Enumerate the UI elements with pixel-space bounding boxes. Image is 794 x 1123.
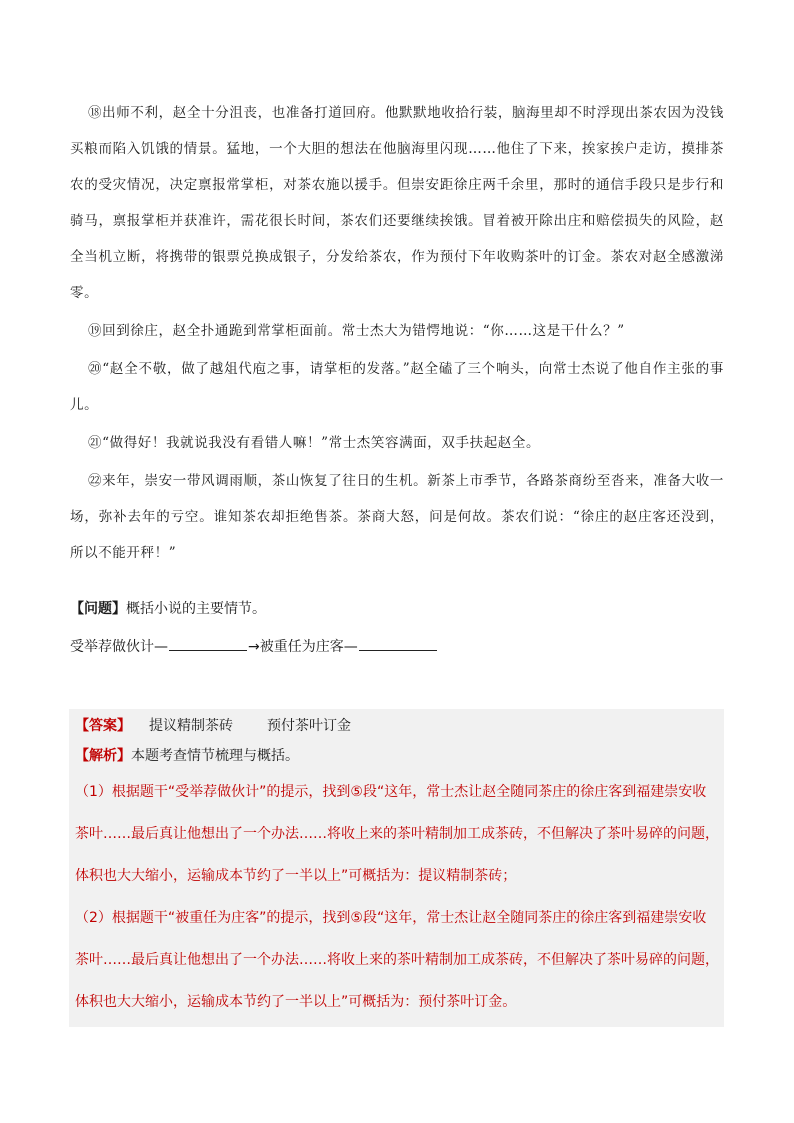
answer-blank-1[interactable] bbox=[169, 637, 247, 651]
paragraph-21: ㉑“做得好！我就说我没有看错人嘛！”常士杰笑容满面，双手扶起赵全。 bbox=[88, 435, 541, 451]
question-line bbox=[70, 598, 266, 620]
answer-panel bbox=[69, 709, 724, 1027]
chain-start: 受举荐做伙计 bbox=[70, 639, 154, 655]
paragraph-19: ⑲回到徐庄，赵全扑通跪到常掌柜面前。常士杰大为错愕地说：“你……这是干什么？” bbox=[88, 323, 625, 339]
answer-row bbox=[75, 715, 351, 737]
paragraph-20: ⑳“赵全不敬，做了越俎代庖之事，请掌柜的发落。”赵全磕了三个响头，向常士杰说了他自作主张的事儿。 bbox=[70, 361, 724, 413]
analysis-body bbox=[75, 771, 720, 1023]
plot-chain bbox=[70, 636, 438, 658]
question-tag: 【问题】 bbox=[70, 601, 126, 617]
chain-dash-1: — bbox=[154, 639, 168, 655]
answer-tag: 【答案】 bbox=[75, 718, 131, 734]
answer-blank-2[interactable] bbox=[359, 637, 437, 651]
chain-arrow-1: → bbox=[248, 639, 260, 655]
analysis-intro: 本题考查情节梳理与概括。 bbox=[131, 748, 299, 764]
answer-item-1: 提议精制茶砖 bbox=[149, 718, 233, 734]
paragraph-18: ⑱出师不利，赵全十分沮丧，也准备打道回府。他默默地收拾行装，脑海里却不时浮现出茶农因为没钱买粮而陷入饥饿的情景。猛地，一个大胆的想法在他脑海里闪现……他住了下来，挨家挨户走访，摸排茶农的受灾情况，决定禀报常掌柜，对茶农施以援手。但崇安距徐庄两千余里，那时的通信手段只是步行和骑马，禀报掌柜并获准许，需花很长时间，茶农们还要继续挨饿。冒着被开除出庄和赔偿损失的风险，赵全当机立断，将携带的银票兑换成银子，分发给茶农，作为预付下年收购茶叶的订金。茶农对赵全感激涕零。 bbox=[70, 105, 724, 301]
paragraph-22: ㉒来年，崇安一带风调雨顺，茶山恢复了往日的生机。新茶上市季节，各路茶商纷至沓来，准备大收一场，弥补去年的亏空。谁知茶农却拒绝售茶。茶商大怒，问是何故。茶农们说：“徐庄的赵庄客还没到，所以不能开秤！” bbox=[70, 473, 724, 561]
analysis-part-2: （2）根据题干“被重任为庄客”的提示，找到⑤段“这年，常士杰让赵全随同茶庄的徐庄客到福建崇安收茶叶……最后真让他想出了一个办法……将收上来的茶叶精制加工成茶砖，不但解决了茶叶易碎的问题，体积也大大缩小，运输成本节约了一半以上”可概括为：预付茶叶订金。 bbox=[75, 910, 719, 1010]
analysis-part-1: （1）根据题干“受举荐做伙计”的提示，找到⑤段“这年，常士杰让赵全随同茶庄的徐庄客到福建崇安收茶叶……最后真让他想出了一个办法……将收上来的茶叶精制加工成茶砖，不但解决了茶叶易碎的问题，体积也大大缩小，运输成本节约了一半以上”可概括为：提议精制茶砖； bbox=[75, 784, 719, 884]
chain-dash-2: — bbox=[343, 639, 358, 655]
analysis-tag: 【解析】 bbox=[75, 748, 131, 764]
story-text bbox=[70, 95, 724, 571]
analysis-row bbox=[75, 745, 299, 767]
answer-item-2: 预付茶叶订金 bbox=[267, 718, 351, 734]
question-text: 概括小说的主要情节。 bbox=[126, 601, 266, 617]
chain-mid: 被重任为庄客 bbox=[259, 639, 344, 655]
